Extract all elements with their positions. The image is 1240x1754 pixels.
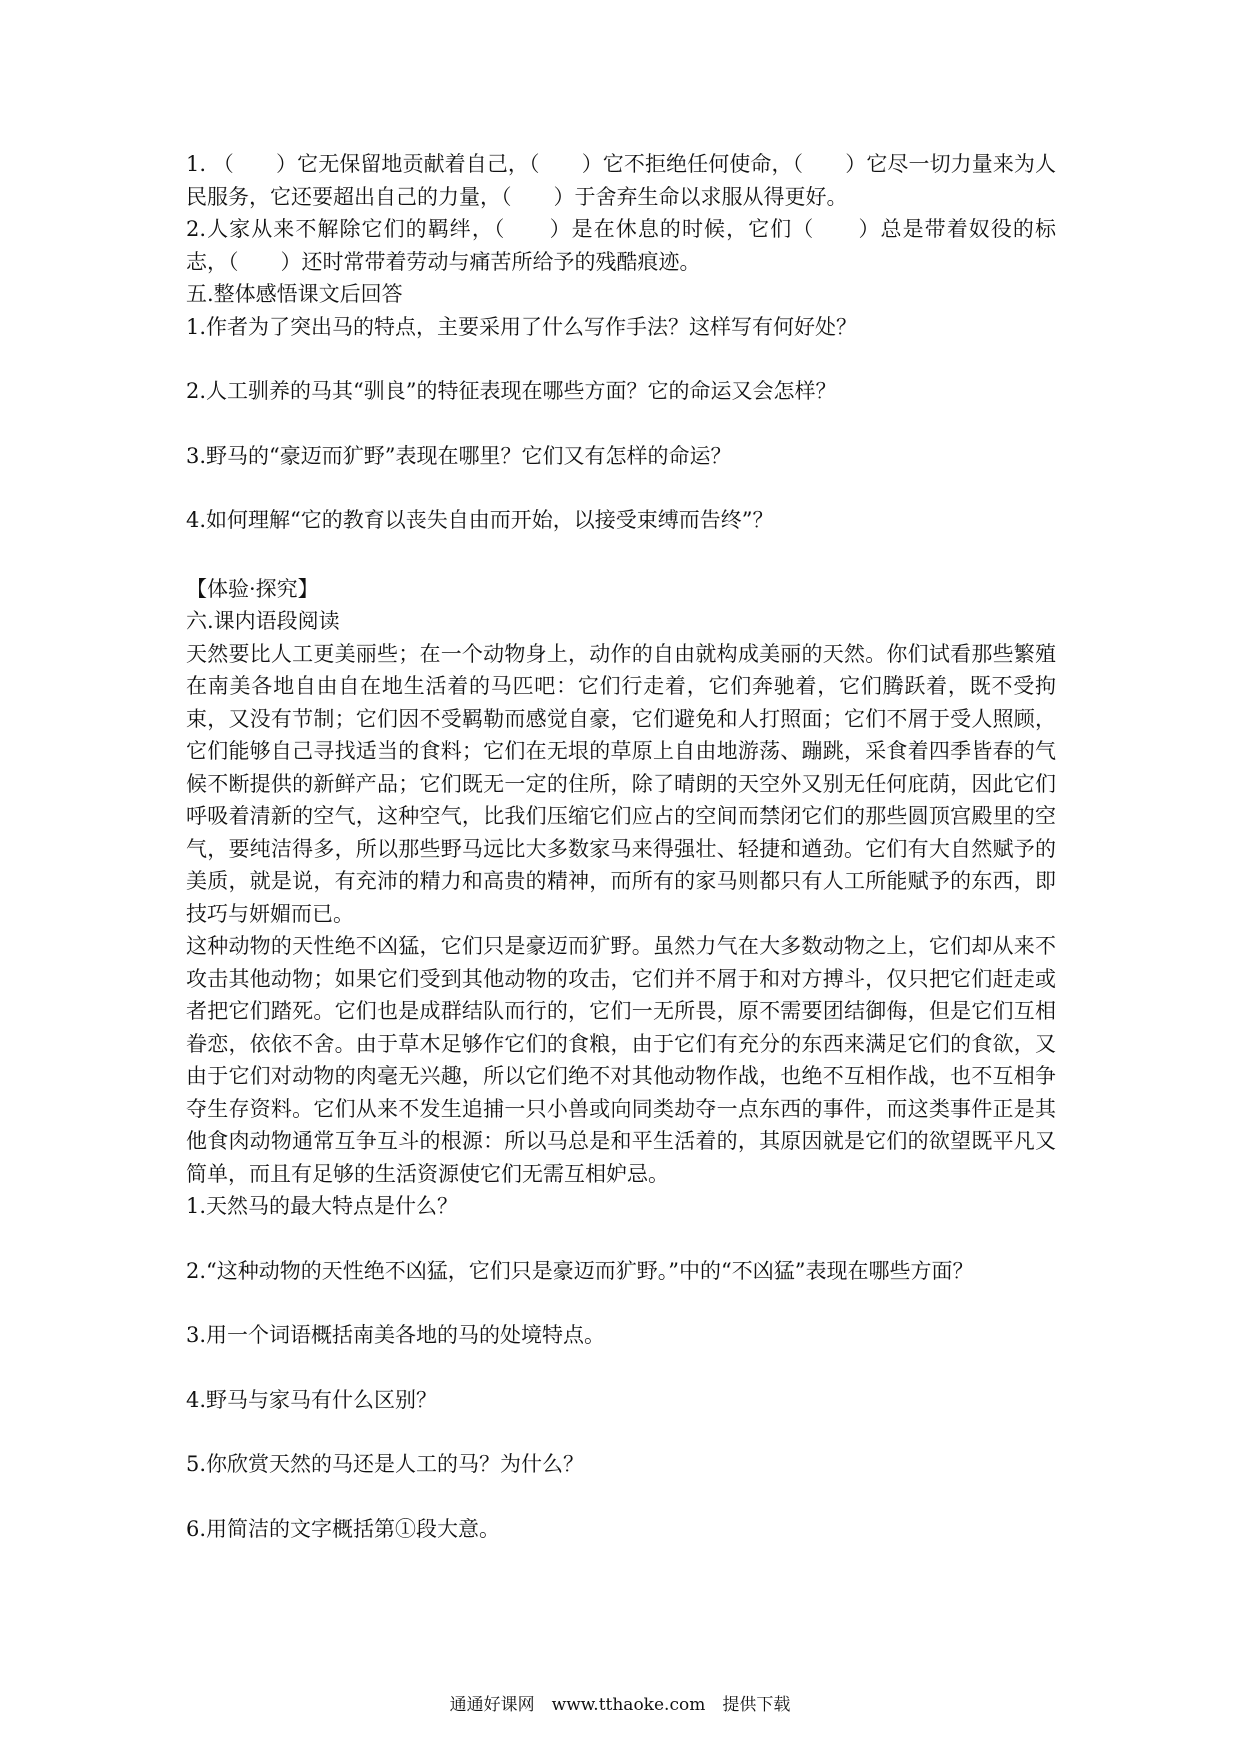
- question-6-2: 2.“这种动物的天性绝不凶猛，它们只是豪迈而犷野。”中的“不凶猛”表现在哪些方面？: [186, 1258, 974, 1283]
- question-5-1: 1.作者为了突出马的特点，主要采用了什么写作手法？这样写有何好处？: [186, 314, 858, 339]
- question-5-2: 2.人工驯养的马其“驯良”的特征表现在哪些方面？它的命运又会怎样？: [186, 379, 837, 403]
- passage-paragraph-1: 天然要比人工更美丽些；在一个动物身上，动作的自由就构成美丽的天然。你们试看那些繁殖在南美各地自由自在地生活着的马匹吧：它们行走着，它们奔驰着，它们腾跃着，既不受拘束，又没有节制；它们因不受羁勒而感觉自豪，它们避免和人打照面；它们不屑于受人照顾，它们能够自己寻找适当的食料；它们在无垠的草原上自由地游荡、蹦跳，采食着四季皆春的气候不断提供的新鲜产品；它们既无一定的住所，除了晴朗的天空外又别无任何庇荫，因此它们呼吸着清新的空气，这种空气，比我们压缩它们应占的空间而禁闭它们的那些圆顶宫殿里的空气，要纯洁得多，所以那些野马远比大多数家马来得强壮、轻捷和遒劲。它们有大自然赋予的美质，就是说，有充沛的精力和高贵的精神，而所有的家马则都只有人工所能赋予的东西，即技巧与妍媚而已。: [186, 641, 1056, 926]
- explore-header: 【体验·探究】: [186, 576, 319, 601]
- footer-download-credit: 通通好课网 www.tthaoke.com 提供下载: [449, 1695, 791, 1715]
- question-6-6: 6.用简洁的文字概括第①段大意。: [186, 1516, 501, 1541]
- fill-blank-2: 2.人家从来不解除它们的羁绊，（ ）是在休息的时候，它们（ ）总是带着奴役的标志，（ ）还时常带着劳动与痛苦所给予的残酷痕迹。: [186, 217, 1056, 274]
- question-6-4: 4.野马与家马有什么区别？: [186, 1387, 438, 1412]
- section-6-title: 六.课内语段阅读: [186, 609, 340, 633]
- question-5-3: 3.野马的“豪迈而犷野”表现在哪里？它们又有怎样的命运？: [186, 443, 732, 468]
- question-5-4: 4.如何理解“它的教育以丧失自由而开始，以接受束缚而告终”？: [186, 508, 774, 532]
- question-6-5: 5.你欣赏天然的马还是人工的马？为什么？: [186, 1452, 585, 1476]
- section-5-title: 五.整体感悟课文后回答: [186, 282, 403, 306]
- question-6-3: 3.用一个词语概括南美各地的马的处境特点。: [186, 1323, 606, 1347]
- question-6-1: 1.天然马的最大特点是什么？: [186, 1194, 459, 1218]
- fill-blank-1: 1. （ ）它无保留地贡献着自己，（ ）它不拒绝任何使命，（ ）它尽一切力量来为人民服务，它还要超出自己的力量，（ ）于舍弃生命以求服从得更好。: [186, 152, 1056, 209]
- document-page: [186, 148, 1056, 1545]
- passage-paragraph-2: 这种动物的天性绝不凶猛，它们只是豪迈而犷野。虽然力气在大多数动物之上，它们却从来不攻击其他动物；如果它们受到其他动物的攻击，它们并不屑于和对方搏斗，仅只把它们赶走或者把它们踏死。它们也是成群结队而行的，它们一无所畏，原不需要团结御侮，但是它们互相眷恋，依依不舍。由于草木足够作它们的食粮，由于它们有充分的东西来满足它们的食欲，又由于它们对动物的肉毫无兴趣，所以它们绝不对其他动物作战，也绝不互相作战，也不互相争夺生存资料。它们从来不发生追捕一只小兽或向同类劫夺一点东西的事件，而这类事件正是其他食肉动物通常互争互斗的根源：所以马总是和平生活着的，其原因就是它们的欲望既平凡又简单，而且有足够的生活资源使它们无需互相妒忌。: [186, 934, 1056, 1186]
